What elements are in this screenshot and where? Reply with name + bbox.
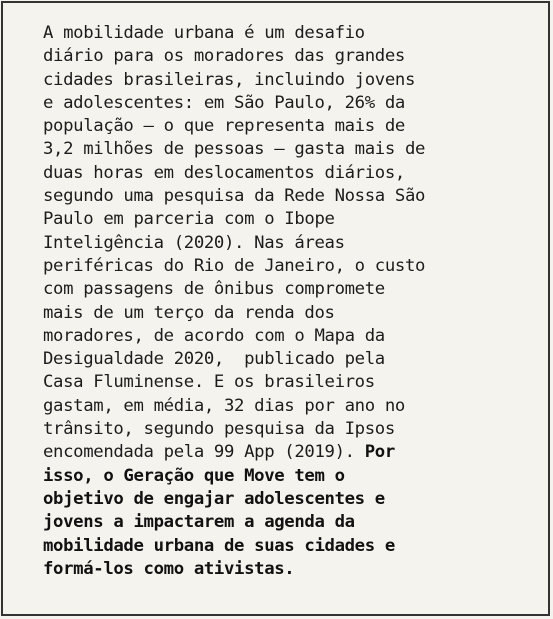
paragraph-line: 3,2 milhões de pessoas – gasta mais de — [43, 139, 426, 160]
paragraph-line: Paulo em parceria com o Ibope — [43, 209, 335, 230]
paragraph-line-bold: mobilidade urbana de suas cidades e — [43, 535, 395, 556]
paragraph-line: periféricas do Rio de Janeiro, o custo — [43, 255, 426, 276]
paragraph-line: trânsito, segundo pesquisa da Ipsos — [43, 419, 395, 440]
paragraph-line: diário para os moradores das grandes — [43, 46, 405, 67]
paragraph-line: mais de um terço da renda dos — [43, 302, 335, 323]
paragraph-line: cidades brasileiras, incluindo jovens — [43, 69, 416, 90]
paragraph-line: moradores, de acordo com o Mapa da — [43, 325, 385, 346]
body-paragraph — [43, 22, 503, 581]
paragraph-line: população – o que representa mais de — [43, 116, 405, 137]
paragraph-line: encomendada pela 99 App (2019). Por — [43, 442, 395, 463]
paragraph-line-bold: jovens a impactarem a agenda da — [43, 512, 355, 533]
bold-text: Por — [364, 442, 395, 463]
paragraph-line: A mobilidade urbana é um desafio — [43, 23, 365, 43]
paragraph-line-bold: formá-los como ativistas. — [43, 558, 295, 579]
paragraph-line: com passagens de ônibus compromete — [43, 279, 385, 300]
paragraph-line: e adolescentes: em São Paulo, 26% da — [43, 92, 405, 113]
paragraph-line: Desigualdade 2020, publicado pela — [43, 349, 385, 370]
paragraph-line-bold: isso, o Geração que Move tem o — [43, 465, 345, 486]
text-frame — [1, 1, 550, 616]
paragraph-line: gastam, em média, 32 dias por ano no — [43, 395, 405, 416]
paragraph-line: Inteligência (2020). Nas áreas — [43, 232, 345, 253]
paragraph-line-bold: objetivo de engajar adolescentes e — [43, 488, 385, 509]
paragraph-line: segundo uma pesquisa da Rede Nossa São — [43, 186, 426, 207]
paragraph-line: duas horas em deslocamentos diários, — [43, 162, 405, 183]
paragraph-line: Casa Fluminense. E os brasileiros — [43, 372, 375, 393]
